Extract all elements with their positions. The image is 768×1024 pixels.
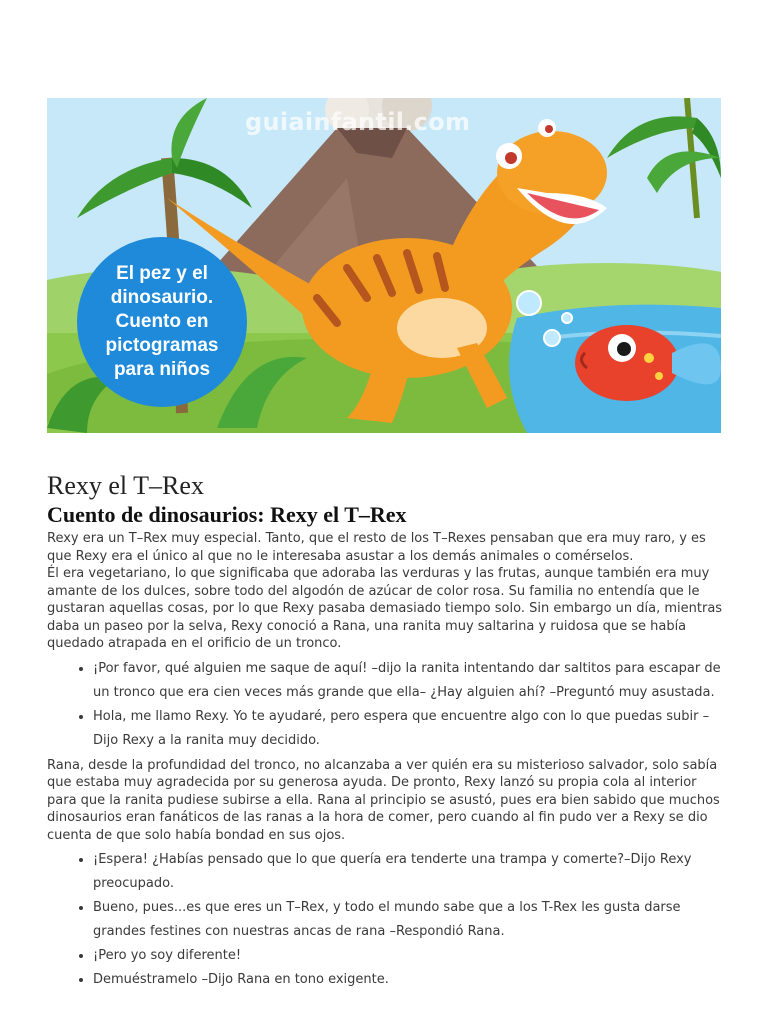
dialogue-list: [47, 848, 723, 992]
paragraph: Rana, desde la profundidad del tronco, no alcanzaba a ver quién era su misterioso salvador, solo sabía que estaba muy agradecida por su generosa ayuda. De pronto, Rexy lanzó su propia cola al interior para que la ranita pudiese subirse a ella. Rana al principio se asustó, pues era bien sabido que muchos dinosaurios eran fanáticos de las ranas a la hora de comer, pero cuando al fin pudo ver a Rexy se dio cuenta de que solo había bondad en sus ojos.: [47, 757, 720, 843]
story-body: [47, 530, 723, 996]
page-title: Rexy el T–Rex: [47, 471, 204, 500]
list-item: • ¡Pero yo soy diferente!: [93, 944, 723, 968]
list-item: • ¡Espera! ¿Habías pensado que lo que quería era tenderte una trampa y comerte?–Dijo Rexy preocupado.: [93, 848, 723, 896]
story-subtitle: Cuento de dinosaurios: Rexy el T–Rex: [47, 502, 407, 527]
list-item: • Hola, me llamo Rexy. Yo te ayudaré, pero espera que encuentre algo con lo que puedas subir – Dijo Rexy a la ranita muy decidido.: [93, 705, 723, 753]
story-badge: [77, 237, 247, 407]
story-badge-text: El pez y el dinosaurio. Cuento en pictogramas para niños: [105, 263, 219, 380]
list-item: • Demuéstramelo –Dijo Rana en tono exigente.: [93, 968, 723, 992]
dialogue-list: [47, 657, 723, 753]
list-item: • Bueno, pues...es que eres un T–Rex, y todo el mundo sabe que a los T-Rex les gusta darse grandes festines con nuestras ancas de rana –Respondió Rana.: [93, 896, 723, 944]
list-item: • ¡Por favor, qué alguien me saque de aquí! –dijo la ranita intentando dar saltitos para escapar de un tronco que era cien veces más grande que ella– ¿Hay alguien ahí? –Preguntó muy asustada.: [93, 657, 723, 705]
paragraph: Rexy era un T–Rex muy especial. Tanto, que el resto de los T–Rexes pensaban que era muy raro, y es que Rexy era el único al que no le interesaba asustar a los demás animales o comérselos.: [47, 531, 706, 564]
hero-illustration: [47, 98, 721, 433]
site-logo: guiainfantil.com: [245, 108, 471, 136]
paragraph: Él era vegetariano, lo que significaba que adoraba las verduras y las frutas, aunque también era muy amante de los dulces, sobre todo del algodón de azúcar de color rosa. Su familia no entendía que le gustaran aquellas cosas, por lo que Rexy pasaba demasiado tiempo solo. Sin embargo un día, mientras daba un paseo por la selva, Rexy conoció a Rana, una ranita muy saltarina y ruidosa que se había quedado atrapada en el orificio de un tronco.: [47, 566, 723, 651]
